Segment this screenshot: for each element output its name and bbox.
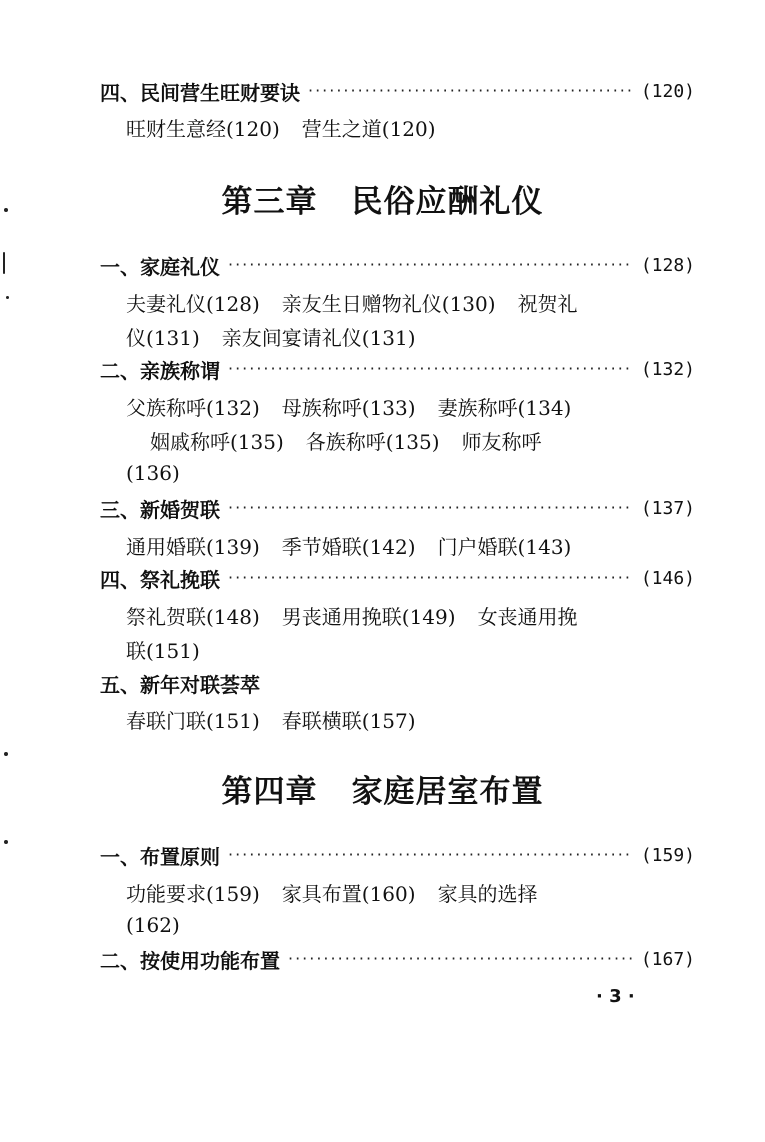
chapter-title: 家庭居室布置 bbox=[351, 774, 544, 810]
chapter-label: 第三章 bbox=[221, 184, 318, 220]
subentry: 仪(131) bbox=[126, 326, 200, 350]
subentry: 祭礼贺联(148) bbox=[126, 605, 260, 629]
scan-speck bbox=[4, 208, 8, 212]
chapter-title: 民俗应酬礼仪 bbox=[351, 184, 544, 220]
page-ref: (137) bbox=[640, 497, 695, 519]
subentry: 通用婚联(139) bbox=[126, 535, 260, 559]
leader-dots bbox=[228, 844, 633, 866]
toc-subentries bbox=[150, 426, 564, 455]
toc-entry-section bbox=[100, 354, 695, 384]
section-title: 二、亲族称谓 bbox=[100, 358, 220, 383]
leader-dots bbox=[228, 497, 633, 519]
toc-subentries bbox=[126, 322, 438, 351]
scan-speck bbox=[4, 752, 8, 756]
subentry: 各族称呼(135) bbox=[305, 430, 440, 454]
subentry: 春联横联(157) bbox=[281, 709, 416, 733]
subentry: 姻戚称呼(135) bbox=[150, 430, 284, 454]
leader-dots bbox=[228, 358, 633, 380]
section-title: 二、按使用功能布置 bbox=[100, 948, 280, 973]
section-title: 三、新婚贺联 bbox=[100, 497, 220, 522]
leader-dots bbox=[288, 948, 633, 970]
leader-dots bbox=[308, 80, 633, 102]
section-title: 四、民间营生旺财要诀 bbox=[100, 80, 300, 105]
subentry: 女丧通用挽 bbox=[477, 605, 578, 629]
toc-subentry-cont: (162) bbox=[126, 913, 180, 937]
subentry: 营生之道(120) bbox=[301, 117, 436, 141]
toc-subentries bbox=[126, 601, 600, 630]
subentry: 师友称呼 bbox=[461, 430, 542, 454]
section-title: 一、布置原则 bbox=[100, 844, 220, 869]
subentry: 旺财生意经(120) bbox=[126, 117, 280, 141]
toc-subentries bbox=[126, 288, 600, 317]
subentry: 祝贺礼 bbox=[517, 292, 578, 316]
toc-entry-section bbox=[100, 668, 260, 698]
subentry: 季节婚联(142) bbox=[281, 535, 416, 559]
subentry: 母族称呼(133) bbox=[281, 396, 416, 420]
subentry: 男丧通用挽联(149) bbox=[281, 605, 456, 629]
subentry: 门户婚联(143) bbox=[437, 535, 572, 559]
subentry: 家具布置(160) bbox=[281, 882, 416, 906]
scan-speck bbox=[6, 296, 9, 299]
subentry: 夫妻礼仪(128) bbox=[126, 292, 260, 316]
chapter-heading bbox=[0, 176, 765, 221]
page-number: · 3 · bbox=[596, 986, 635, 1007]
toc-subentries bbox=[126, 113, 458, 142]
toc-entry-section bbox=[100, 944, 695, 974]
chapter-heading bbox=[0, 766, 765, 811]
subentry: 家具的选择 bbox=[437, 882, 538, 906]
page-ref: (128) bbox=[640, 254, 695, 276]
toc-subentry-cont: 联(151) bbox=[126, 639, 200, 663]
page-ref: (120) bbox=[640, 80, 695, 102]
page-ref: (132) bbox=[640, 358, 695, 380]
page-ref: (146) bbox=[640, 567, 695, 589]
subentry: 父族称呼(132) bbox=[126, 396, 260, 420]
toc-subentry-cont: (136) bbox=[126, 461, 180, 485]
section-title: 五、新年对联荟萃 bbox=[100, 672, 260, 697]
leader-dots bbox=[228, 567, 633, 589]
toc-entry-section bbox=[100, 840, 695, 870]
toc-subentries bbox=[126, 705, 438, 734]
toc-entry-section bbox=[100, 563, 695, 593]
subentry: 妻族称呼(134) bbox=[437, 396, 572, 420]
toc-subentries bbox=[126, 878, 560, 907]
toc-subentries bbox=[126, 531, 593, 560]
toc-subentries bbox=[126, 392, 593, 421]
page-ref: (167) bbox=[640, 948, 695, 970]
toc-entry-section bbox=[100, 250, 695, 280]
scan-speck bbox=[4, 840, 8, 844]
subentry: 春联门联(151) bbox=[126, 709, 260, 733]
page-ref: (159) bbox=[640, 844, 695, 866]
chapter-label: 第四章 bbox=[221, 774, 318, 810]
subentry: 亲友生日赠物礼仪(130) bbox=[281, 292, 496, 316]
toc-entry-section bbox=[100, 76, 695, 106]
toc-entry-section bbox=[100, 493, 695, 523]
leader-dots bbox=[228, 254, 633, 276]
section-title: 一、家庭礼仪 bbox=[100, 254, 220, 279]
subentry: 亲友间宴请礼仪(131) bbox=[221, 326, 416, 350]
subentry: 功能要求(159) bbox=[126, 882, 260, 906]
section-title: 四、祭礼挽联 bbox=[100, 567, 220, 592]
scan-speck bbox=[3, 252, 5, 274]
